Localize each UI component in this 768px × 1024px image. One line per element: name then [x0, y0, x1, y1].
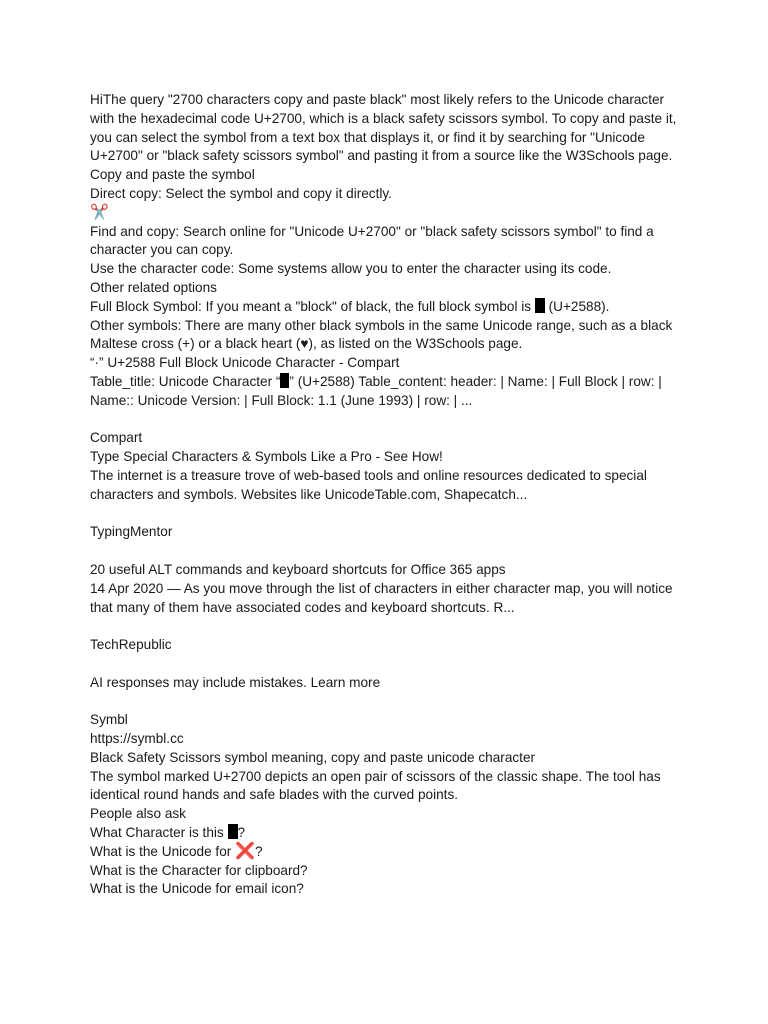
ai-disclaimer[interactable]: AI responses may include mistakes. Learn more	[90, 674, 381, 690]
full-block-glyph-icon	[535, 298, 545, 313]
intro-paragraph: HiThe query "2700 characters copy and paste black" most likely refers to the Unicode character with the hexadecimal code U+2700, which is a black safety scissors symbol. To copy and paste it, you can select the symbol from a text box that displays it, or find it by searching for "Unicode U+2700" or "black safety scissors symbol" and pasting it from a source like the W3Schools page.	[90, 92, 677, 164]
source-symbl[interactable]: Symbl	[90, 712, 128, 728]
source-techrepublic[interactable]: TechRepublic	[90, 637, 172, 653]
symbl-url-link[interactable]: https://symbl.cc	[90, 731, 184, 747]
document-body	[90, 91, 680, 899]
alt-title-link[interactable]: 20 useful ALT commands and keyboard shortcuts for Office 365 apps	[90, 561, 506, 577]
paa-q1-pre: What Character is this	[90, 825, 228, 841]
symbl-description: The symbol marked U+2700 depicts an open pair of scissors of the classic shape. The tool has identical round hands and safe blades with the curved points.	[90, 768, 661, 803]
paa-block-glyph-icon	[228, 824, 238, 839]
char-code-text: Use the character code: Some systems allow you to enter the character using its code.	[90, 261, 612, 277]
table-post: ” (U+2588) Table_content: header: | Name: | Full Block | row: | Name:: Unicode Version: | Full Block: 1.1 (June 1993) | row: | ...	[90, 373, 662, 408]
copy-heading: Copy and paste the symbol	[90, 167, 255, 183]
spacer	[90, 542, 680, 561]
table-summary	[90, 373, 680, 411]
paa-q2-post: ?	[255, 843, 263, 859]
full-block-post: (U+2588).	[544, 298, 610, 314]
find-copy-text: Find and copy: Search online for "Unicode U+2700" or "black safety scissors symbol" to find a character you can copy.	[90, 223, 654, 258]
full-block-text	[90, 298, 680, 317]
direct-copy-text: Direct copy: Select the symbol and copy it directly.	[90, 185, 392, 201]
table-pre: Table_title: Unicode Character “	[90, 373, 281, 389]
paa-question-3[interactable]: What is the Character for clipboard?	[90, 862, 308, 878]
source-typingmentor[interactable]: TypingMentor	[90, 524, 173, 540]
paa-question-2[interactable]	[90, 843, 680, 862]
spacer	[90, 411, 680, 430]
paa-q1-post: ?	[237, 825, 246, 841]
alt-description: 14 Apr 2020 — As you move through the list of characters in either character map, you will notice that many of them have associated codes and keyboard shortcuts. R...	[90, 580, 673, 615]
scissors-icon[interactable]: ✂️	[90, 203, 109, 221]
compart-link[interactable]: “·” U+2588 Full Block Unicode Character - Compart	[90, 355, 400, 371]
paa-question-4[interactable]: What is the Unicode for email icon?	[90, 881, 304, 897]
spacer	[90, 655, 680, 674]
special-title-link[interactable]: Type Special Characters & Symbols Like a Pro - See How!	[90, 449, 443, 465]
other-symbols-text: Other symbols: There are many other black symbols in the same Unicode range, such as a black Maltese cross (+) or a black heart (♥), as listed on the W3Schools page.	[90, 317, 673, 352]
spacer	[90, 693, 680, 712]
other-options-heading: Other related options	[90, 279, 217, 295]
spacer	[90, 617, 680, 636]
full-block-pre: Full Block Symbol: If you meant a "block" of black, the full block symbol is	[90, 298, 535, 314]
cross-mark-icon: ❌	[235, 842, 255, 860]
symbl-title-link[interactable]: Black Safety Scissors symbol meaning, copy and paste unicode character	[90, 749, 536, 765]
paa-heading: People also ask	[90, 806, 186, 822]
source-compart[interactable]: Compart	[90, 430, 143, 446]
special-description: The internet is a treasure trove of web-based tools and online resources dedicated to special characters and symbols. Websites like UnicodeTable.com, Shapecatch...	[90, 467, 647, 502]
paa-question-1[interactable]	[90, 824, 680, 843]
spacer	[90, 505, 680, 524]
paa-q2-pre: What is the Unicode for	[90, 843, 236, 859]
scissors-line	[90, 204, 680, 223]
